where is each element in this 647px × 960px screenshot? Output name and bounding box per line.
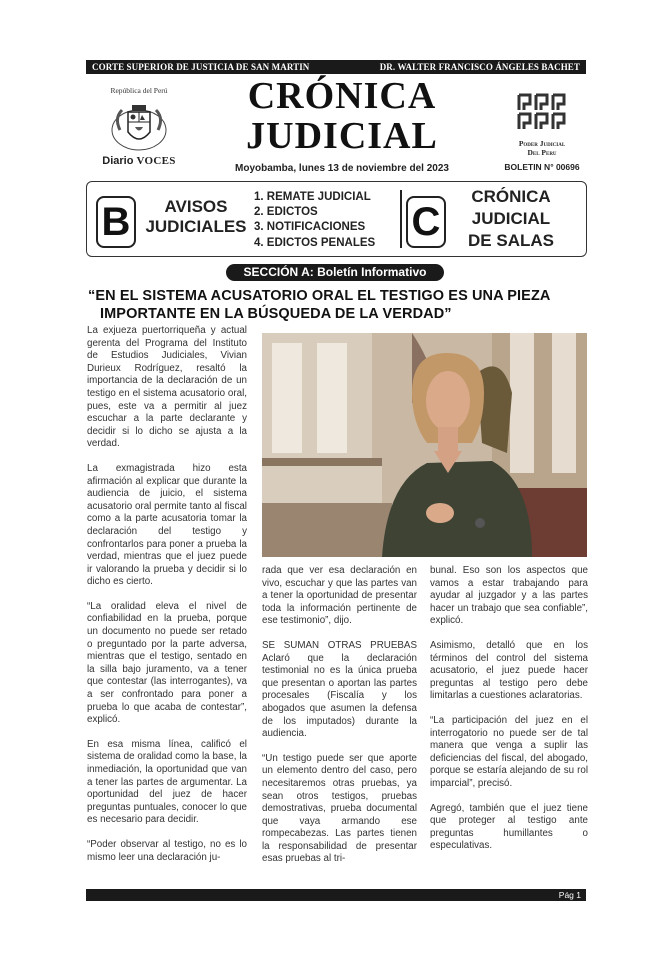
paragraph: “Un testigo puede ser que aporte un elemento dentro del caso, pero necesitaremos otras pruebas, ya sean otros testigos, pruebas demostrativas, prueba documental que vaya armando ese rompecabezas. Las partes tienen la responsabilidad de presentar esas pruebas al tri- [262, 752, 417, 865]
boletin-number: BOLETIN N° 00696 [504, 162, 580, 172]
paragraph: La exmagistrada hizo esta afirmación al explicar que durante la audiencia de juicio, el sistema acusatorio oral permite tanto al fiscal como a la parte acusatoria tomar la declaración del testigo y confrontarlos para poner a prueba la verdad, mientras que el juez puede ir valorando la prueba y decidir si lo dicho es cierto. [87, 462, 247, 588]
masthead-title [226, 76, 458, 156]
list-item: 3. NOTIFICACIONES [254, 221, 366, 234]
diario-voces-label: Diario VOCES [102, 155, 176, 167]
article-photo [262, 333, 587, 557]
poder-judicial-icon [516, 92, 568, 132]
paragraph: La exjueza puertorriqueña y actual gerenta del Programa del Instituto de Estudios Judiciales, Vivian Durieux Rodríguez, resaltó la importancia de la declaración de un testigo en el sistema acusatorio oral, pues, este va a permitir al juez escuchar a la parte declarante y decidir si lo dicho se ajusta a la verdad. [87, 325, 247, 450]
list-item: 1. REMATE JUDICIAL [254, 191, 371, 203]
paragraph: “La oralidad eleva el nivel de confiabilidad en la prueba, porque un documento no puede ser retado o preguntado por la parte adversa, mientras que el testigo, sentado en la silla bajo juramento, va a tener que contestar (las interrogantes), va a ser confrontado para poner a prueba lo que acaba de contestar”, explicó. [87, 600, 247, 726]
article-column-3 [430, 565, 588, 865]
paragraph: En esa misma línea, calificó el sistema de oralidad como la base, la inmediación, la oportunidad que van a tener las partes de argumentar. La oportunidad del juez de hacer preguntas puntuales, conocer lo que es necesario para decidir. [87, 738, 247, 826]
paragraph: “La participación del juez en el interrogatorio no puede ser de tal manera que venga a suplir las deficiencias del fiscal, del abogado, porque se estaría alejando de su rol imparcial”, precisó. [430, 714, 588, 789]
coat-of-arms-icon [110, 100, 168, 154]
republica-arc-text: República del Perú [110, 86, 168, 95]
court-name: CORTE SUPERIOR DE JUSTICIA DE SAN MARTIN [92, 62, 310, 72]
president-name: DR. WALTER FRANCISCO ÁNGELES BACHET [379, 62, 580, 72]
list-item: 2. EDICTOS [254, 206, 318, 219]
article-column-2 [262, 565, 417, 878]
title-line-1: CRÓNICA [247, 75, 437, 117]
paragraph: Asimismo, detalló que en los términos del control del sistema acusatorio, el juez puede hacer preguntas al testigo pero debe limitarlas a cuestiones aclaratorias. [430, 639, 588, 702]
section-b-list [254, 190, 375, 251]
list-item: 4. EDICTOS PENALES [254, 236, 376, 249]
issue-date: Moyobamba, lunes 13 de noviembre del 2023 [235, 163, 449, 174]
paragraph: rada que ver esa declaración en vivo, escuchar y que las partes van a tener la oportunidad de presentar toda la información pertinente de ese testimonio”, dijo. [262, 565, 417, 627]
paragraph: SE SUMAN OTRAS PRUEBAS Aclaró que la declaración testimonial no es la única prueba que presentan o aportan las partes procesales (Fiscalía y los abogados que asumen la defensa de los imputados) durante la audiencia. [262, 639, 417, 740]
section-b-badge: B [96, 196, 136, 248]
interview-photo-image [262, 333, 587, 557]
paragraph: Agregó, también que el juez tiene que proteger al testigo ante preguntas humillantes o especulativas. [430, 802, 588, 852]
section-divider [400, 190, 402, 248]
paragraph: “Poder observar al testigo, no es lo mismo leer una declaración ju- [87, 838, 247, 863]
poder-judicial-label: Poder Judicial Del Peru [518, 139, 566, 157]
voces-wordmark: VOCES [136, 155, 176, 167]
diario-voces-logo [92, 86, 186, 178]
page-footer [86, 889, 586, 901]
article-column-1 [87, 325, 247, 876]
poder-judicial-logo [500, 92, 584, 172]
title-line-2: JUDICIAL [246, 115, 438, 157]
section-c-badge: C [406, 196, 446, 248]
cronica-salas-title: CRÓNICA JUDICIAL DE SALAS [468, 187, 554, 250]
avisos-judiciales-title: AVISOS JUDICIALES [145, 197, 247, 236]
paragraph: bunal. Eso son los aspectos que vamos a estar trabajando para ayudar al juzgador y a las partes hacer un trabajo que sea confiable”, explicó. [430, 565, 588, 627]
page-number: Pág 1 [558, 890, 581, 900]
section-a-label: SECCIÓN A: Boletín Informativo [226, 264, 444, 281]
header-bar [86, 60, 586, 74]
article-headline: “EN EL SISTEMA ACUSATORIO ORAL EL TESTIGO ES UNA PIEZA IMPORTANTE EN LA BÚSQUEDA DE LA VERDAD” [88, 288, 551, 322]
